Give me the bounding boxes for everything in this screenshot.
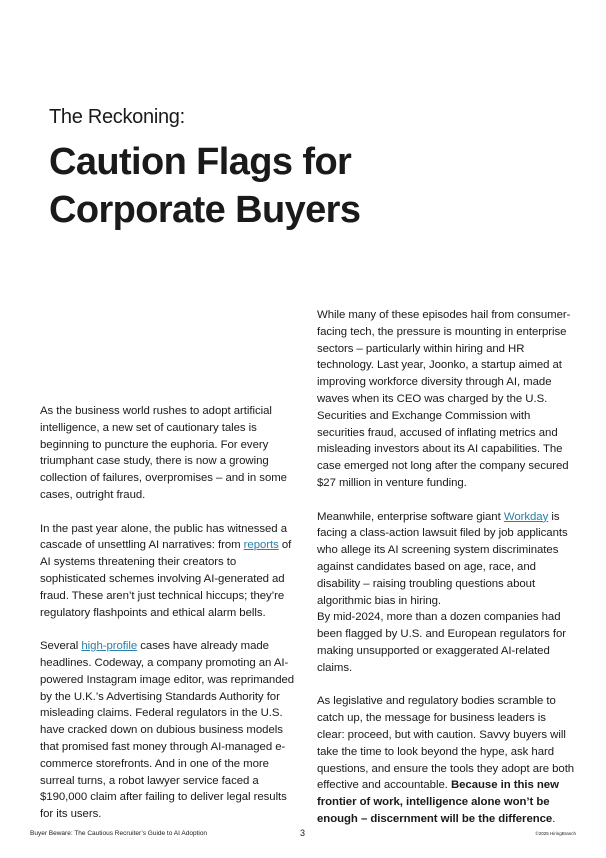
page-title [49,138,529,234]
section-eyebrow: The Reckoning: [49,106,185,128]
page-number: 3 [300,828,306,838]
text-run: As legislative and regulatory bodies scramble to catch up, the message for business leaders is clear: proceed, but with caution. Savvy buyers will take the time to look beyond the hype, ask hard questions, and ensure the tools they adopt are both effective and accountable. [317,695,575,792]
left-paragraph-1: As the business world rushes to adopt artificial intelligence, a new set of cautionary tales is beginning to puncture the euphoria. For every triumphant case study, there is now a growing collection of failures, overpromises – and in some cases, outright fraud. [40,405,287,501]
workday-link[interactable]: Workday [503,510,549,523]
title-line-2: Corporate Buyers [49,189,361,231]
text-run: of AI systems threatening their creators to sophisticated schemes involving AI-generated ad fraud. These aren’t just technical hiccups; they’re regulatory flashpoints and ethical alarm bells. [40,539,292,619]
high-profile-link[interactable]: high-profile [81,640,138,653]
left-paragraph-2 [40,521,296,622]
text-run: Meanwhile, enterprise software giant [317,510,504,523]
right-paragraph-2 [317,509,575,610]
text-run: . [552,812,556,825]
right-paragraph-3: By mid-2024, more than a dozen companies had been flagged by U.S. and European regulators for making unsupported or exaggerated AI-related claims. [317,611,566,674]
left-paragraph-3 [40,638,296,823]
footer-copyright: ©2025 HiringBranch [535,831,576,836]
left-column [40,403,296,823]
title-line-1: Caution Flags for [49,141,352,183]
text-run: cases have already made headlines. Codeway, a company promoting an AI-powered Instagram image editor, was reprimanded by the U.K.’s Advertising Standards Authority for misleading claims. Federal regulators in the U.S. have cracked down on dubious business models that promised fast money through AI-managed e-commerce storefronts. And in one of the more surreal turns, a robot lawyer service faced a $190,000 claim after failing to deliver legal results for its users. [40,640,295,821]
bold-conclusion: Because in this new frontier of work, intelligence alone won’t be enough – discernment will be the difference [317,779,559,825]
reports-link[interactable]: reports [243,539,279,552]
text-run: Several [40,640,82,653]
right-column [317,307,575,828]
footer-doc-title: Buyer Beware: The Cautious Recruiter’s Guide to AI Adoption [30,830,208,837]
right-paragraph-4 [317,693,575,827]
page-footer [0,828,606,842]
text-run: is facing a class-action lawsuit filed by job applicants who allege its AI screening system discriminates against candidates based on age, race, and disability – raising troubling questions about algorithmic bias in hiring. [317,510,568,607]
right-paragraph-1: While many of these episodes hail from consumer-facing tech, the pressure is mounting in enterprise sectors – particularly within hiring and HR technology. Last year, Joonko, a startup aimed at improving workforce diversity through AI, made waves when its CEO was charged by the U.S. Securities and Exchange Commission with securities fraud, accused of inflating metrics and misleading investors about its AI capabilities. The case emerged not long after the company secured $27 million in venture funding. [317,309,571,489]
text-run: In the past year alone, the public has witnessed a cascade of unsettling AI narratives: from [40,522,287,552]
